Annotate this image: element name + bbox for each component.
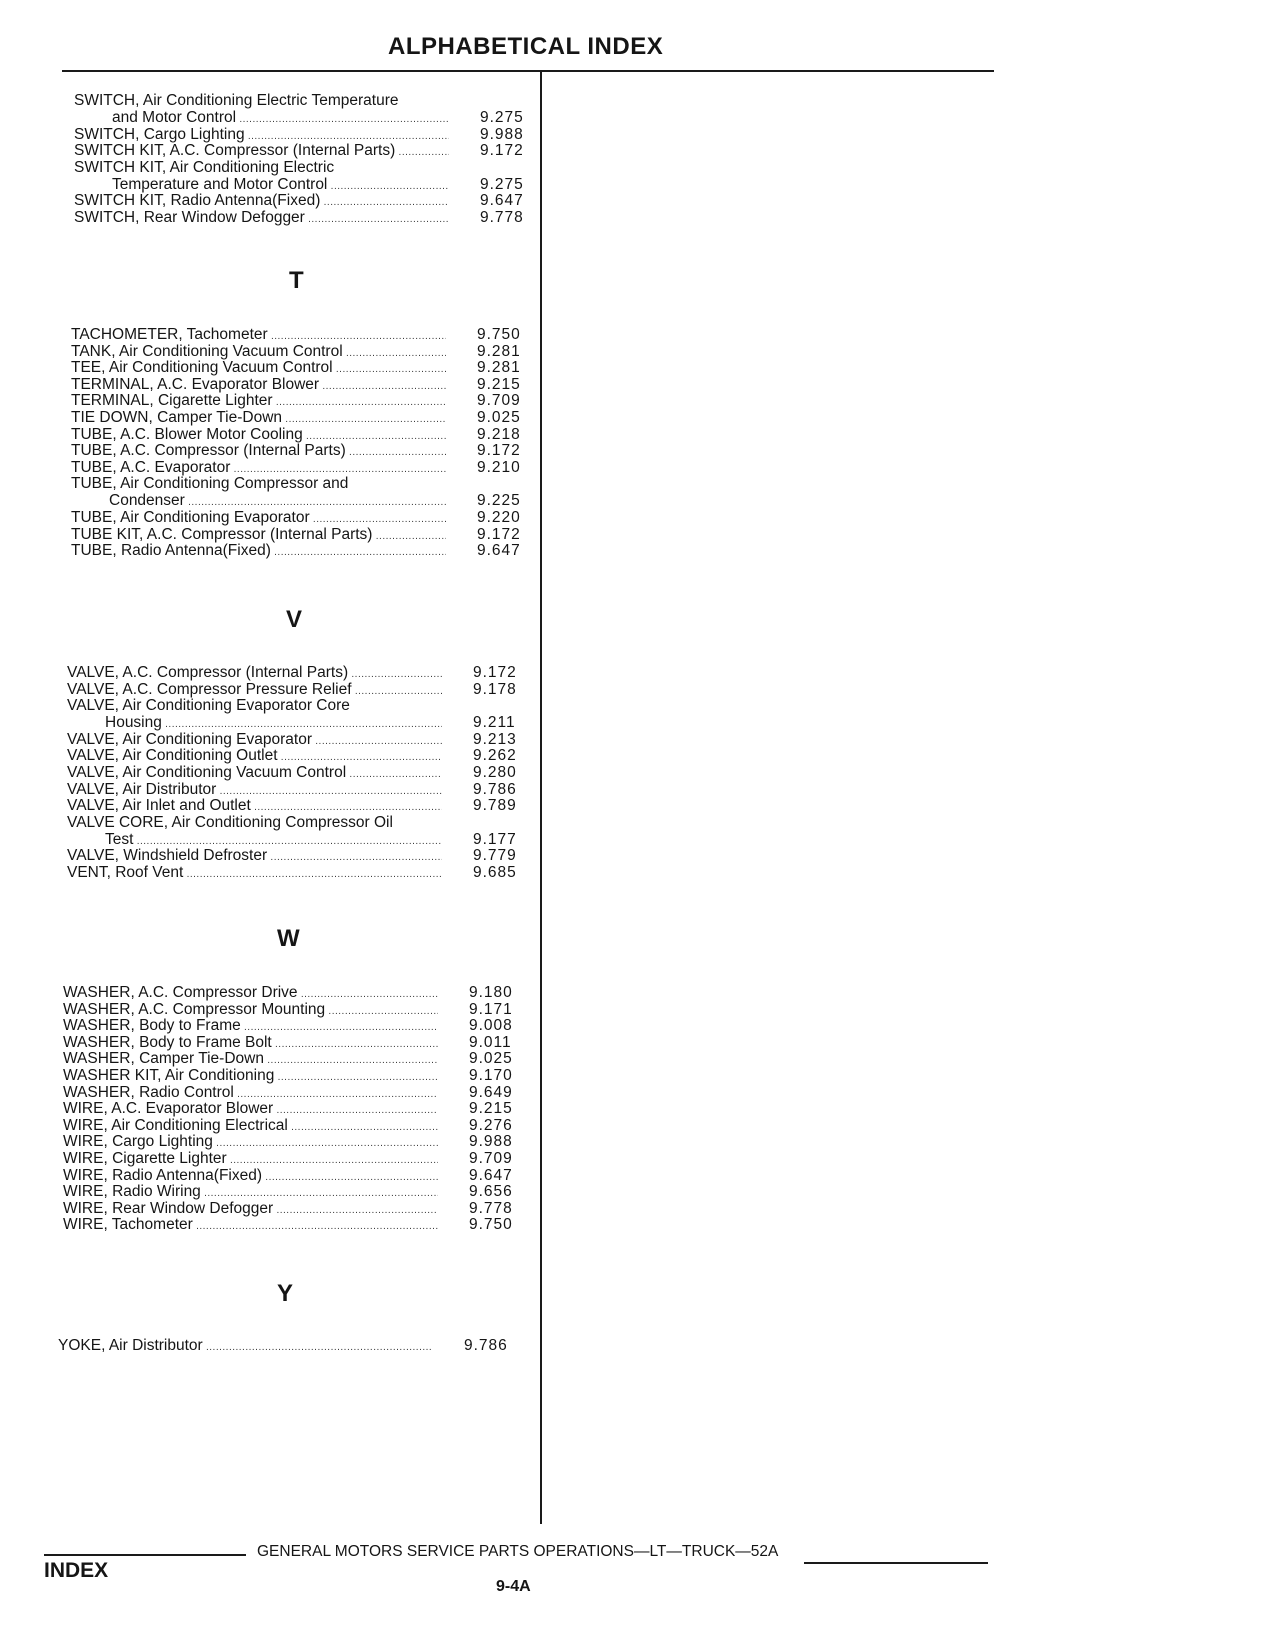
entry-name: WIRE, Radio Wiring ..... <box>63 1183 438 1200</box>
index-entry <box>63 1216 563 1233</box>
entry-name-line1: SWITCH, Air Conditioning Electric Temperature <box>74 92 399 109</box>
entry-page-number: 9.172 <box>480 142 524 160</box>
index-entry <box>63 1017 563 1034</box>
entry-name: Temperature and Motor Control ..... <box>112 176 449 193</box>
entry-page-number: 9.011 <box>469 1033 512 1051</box>
entry-page-number: 9.172 <box>473 664 517 681</box>
index-entry <box>71 376 571 393</box>
entry-page-number: 9.281 <box>477 359 521 377</box>
index-entry <box>71 526 571 543</box>
entry-page-number: 9.988 <box>480 125 524 143</box>
index-entry <box>63 1100 563 1117</box>
index-entry <box>63 1150 563 1167</box>
index-entry <box>63 1050 563 1067</box>
entry-page-number: 9.276 <box>469 1116 513 1134</box>
entry-name: VALVE, A.C. Compressor (Internal Parts) ..... <box>67 664 442 681</box>
entry-page-number: 9.172 <box>477 525 521 543</box>
entry-page-number: 9.215 <box>469 1100 513 1118</box>
index-entry <box>71 426 571 443</box>
entry-page-number: 9.778 <box>480 208 524 226</box>
index-entry <box>63 1084 563 1101</box>
entry-page-number: 9.709 <box>469 1150 513 1167</box>
footer-publisher: GENERAL MOTORS SERVICE PARTS OPERATIONS—LT—TRUCK—52A <box>257 1543 779 1560</box>
index-entry <box>63 1001 563 1018</box>
entry-page-number: 9.789 <box>473 797 517 815</box>
entry-page-number: 9.025 <box>477 409 521 426</box>
index-entry <box>67 731 567 748</box>
index-entry <box>67 814 567 848</box>
entry-name: TUBE, Air Conditioning Evaporator ..... <box>71 509 446 526</box>
entry-page-number: 9.180 <box>469 984 513 1001</box>
index-entry <box>63 1133 563 1150</box>
entry-page-number: 9.218 <box>477 425 521 443</box>
index-entry <box>63 1117 563 1134</box>
entry-page-number: 9.647 <box>469 1166 513 1184</box>
entry-name: VALVE, Air Conditioning Vacuum Control ..... <box>67 764 442 781</box>
entry-name: Housing ..... <box>105 714 442 731</box>
entry-name: YOKE, Air Distributor ..... <box>58 1337 433 1354</box>
entry-page-number: 9.008 <box>469 1017 513 1035</box>
entry-page-number: 9.262 <box>473 747 517 765</box>
entry-name: VALVE, Air Conditioning Evaporator ..... <box>67 731 442 748</box>
index-entry <box>71 343 571 360</box>
entry-page-number: 9.647 <box>480 192 524 210</box>
index-entry <box>67 781 567 798</box>
entry-page-number: 9.750 <box>469 1216 513 1234</box>
entry-name: WIRE, A.C. Evaporator Blower ..... <box>63 1100 438 1117</box>
entry-name: TUBE KIT, A.C. Compressor (Internal Parts) ..... <box>71 526 446 543</box>
entry-name-line1: VALVE, Air Conditioning Evaporator Core <box>67 697 350 715</box>
entry-page-number: 9.171 <box>469 1000 513 1018</box>
index-entry <box>71 475 571 509</box>
entry-page-number: 9.647 <box>477 542 521 560</box>
entry-name: WIRE, Radio Antenna(Fixed) ..... <box>63 1167 438 1184</box>
index-entry <box>71 459 571 476</box>
entry-page-number: 9.211 <box>473 714 516 732</box>
entry-name: TERMINAL, A.C. Evaporator Blower ..... <box>71 376 446 393</box>
page-title: ALPHABETICAL INDEX <box>388 33 664 60</box>
entry-page-number: 9.220 <box>477 508 521 526</box>
entry-page-number: 9.988 <box>469 1133 513 1151</box>
entry-page-number: 9.685 <box>473 863 517 881</box>
index-entry <box>67 664 567 681</box>
entry-page-number: 9.786 <box>464 1337 508 1354</box>
entry-name: WASHER, Body to Frame ..... <box>63 1017 438 1034</box>
index-entry <box>63 1167 563 1184</box>
index-entry <box>67 764 567 781</box>
entry-page-number: 9.786 <box>473 780 517 798</box>
entry-name: TACHOMETER, Tachometer ..... <box>71 326 446 343</box>
entry-page-number: 9.709 <box>477 392 521 410</box>
footer-section-label: INDEX <box>44 1559 109 1582</box>
entry-name: WIRE, Tachometer ..... <box>63 1216 438 1233</box>
entry-page-number: 9.177 <box>473 830 517 848</box>
entry-page-number: 9.778 <box>469 1199 513 1217</box>
entry-name: SWITCH, Cargo Lighting ..... <box>74 126 449 143</box>
index-entry <box>71 509 571 526</box>
index-entry <box>74 209 574 226</box>
entry-page-number: 9.210 <box>477 458 521 476</box>
entry-name: WASHER, A.C. Compressor Drive ..... <box>63 984 438 1001</box>
entry-name: WASHER, Body to Frame Bolt ..... <box>63 1034 438 1051</box>
entry-name: WIRE, Cargo Lighting ..... <box>63 1133 438 1150</box>
entry-name-line1: SWITCH KIT, Air Conditioning Electric <box>74 158 335 176</box>
footer-rule-left <box>44 1554 246 1556</box>
index-entry <box>71 409 571 426</box>
entry-name: TUBE, A.C. Blower Motor Cooling ..... <box>71 426 446 443</box>
section-letter-w: W <box>277 925 300 952</box>
entry-page-number: 9.213 <box>473 730 517 748</box>
entry-name: VALVE, Air Inlet and Outlet ..... <box>67 797 442 814</box>
entry-page-number: 9.215 <box>477 375 521 393</box>
index-entry <box>63 984 563 1001</box>
entry-name: VALVE, Windshield Defroster ..... <box>67 847 442 864</box>
index-entry <box>63 1034 563 1051</box>
entry-page-number: 9.170 <box>469 1067 513 1084</box>
entry-page-number: 9.275 <box>480 109 524 126</box>
index-entry <box>67 697 567 731</box>
entry-page-number: 9.172 <box>477 442 521 460</box>
index-entry <box>63 1183 563 1200</box>
index-entry <box>71 326 571 343</box>
entry-page-number: 9.779 <box>473 847 517 865</box>
entry-name: WASHER, A.C. Compressor Mounting ..... <box>63 1001 438 1018</box>
index-entry <box>71 542 571 559</box>
entry-name: WASHER, Radio Control ..... <box>63 1084 438 1101</box>
index-entry <box>74 192 574 209</box>
entry-name: and Motor Control ..... <box>112 109 449 126</box>
section-letter-y: Y <box>277 1280 294 1307</box>
index-entry <box>63 1200 563 1217</box>
index-entry <box>71 359 571 376</box>
entry-name: TANK, Air Conditioning Vacuum Control ..... <box>71 343 446 360</box>
entry-page-number: 9.178 <box>473 680 517 698</box>
section-letter-t: T <box>289 267 304 294</box>
entry-name: TUBE, Radio Antenna(Fixed) ..... <box>71 542 446 559</box>
entry-name-line1: TUBE, Air Conditioning Compressor and <box>71 475 349 493</box>
entry-name: TIE DOWN, Camper Tie-Down ..... <box>71 409 446 426</box>
entry-page-number: 9.225 <box>477 492 521 510</box>
entry-name: TEE, Air Conditioning Vacuum Control ..... <box>71 359 446 376</box>
entry-page-number: 9.750 <box>477 326 521 343</box>
entry-name: VALVE, Air Conditioning Outlet ..... <box>67 747 442 764</box>
entry-name: SWITCH, Rear Window Defogger ..... <box>74 209 449 226</box>
index-entry <box>74 126 574 143</box>
entry-name: SWITCH KIT, A.C. Compressor (Internal Parts) ..... <box>74 142 449 159</box>
footer-page-number: 9-4A <box>496 1578 531 1595</box>
entry-page-number: 9.649 <box>469 1083 513 1101</box>
entry-name: VALVE, A.C. Compressor Pressure Relief ..... <box>67 681 442 698</box>
entry-page-number: 9.280 <box>473 763 517 781</box>
index-entry <box>67 864 567 881</box>
entry-page-number: 9.275 <box>480 175 524 193</box>
entry-page-number: 9.025 <box>469 1050 513 1068</box>
entry-name: TUBE, A.C. Compressor (Internal Parts) ..... <box>71 442 446 459</box>
index-entry <box>67 681 567 698</box>
entry-page-number: 9.281 <box>477 342 521 360</box>
index-entry <box>74 92 574 126</box>
index-entry <box>67 747 567 764</box>
index-entry <box>58 1337 558 1354</box>
entry-name: SWITCH KIT, Radio Antenna(Fixed) ..... <box>74 192 449 209</box>
entry-name-line1: VALVE CORE, Air Conditioning Compressor Oil <box>67 813 393 831</box>
entry-name: WASHER KIT, Air Conditioning ..... <box>63 1067 438 1084</box>
header-rule <box>62 70 994 72</box>
index-entry <box>74 159 574 193</box>
entry-page-number: 9.656 <box>469 1183 513 1201</box>
index-entry <box>71 392 571 409</box>
entry-name: TERMINAL, Cigarette Lighter ..... <box>71 392 446 409</box>
entry-name: WIRE, Air Conditioning Electrical ..... <box>63 1117 438 1134</box>
section-letter-v: V <box>286 606 303 633</box>
entry-name: WASHER, Camper Tie-Down ..... <box>63 1050 438 1067</box>
index-entry <box>67 847 567 864</box>
index-entry <box>67 797 567 814</box>
footer-rule-right <box>804 1562 988 1564</box>
entry-name: VALVE, Air Distributor ..... <box>67 781 442 798</box>
index-entry <box>74 142 574 159</box>
entry-name: VENT, Roof Vent ..... <box>67 864 442 881</box>
index-entry <box>71 442 571 459</box>
entry-name: Test ..... <box>105 831 442 848</box>
index-entry <box>63 1067 563 1084</box>
entry-name: WIRE, Rear Window Defogger ..... <box>63 1200 438 1217</box>
entry-name: WIRE, Cigarette Lighter ..... <box>63 1150 438 1167</box>
entry-name: TUBE, A.C. Evaporator ..... <box>71 459 446 476</box>
entry-name: Condenser ..... <box>109 492 446 509</box>
